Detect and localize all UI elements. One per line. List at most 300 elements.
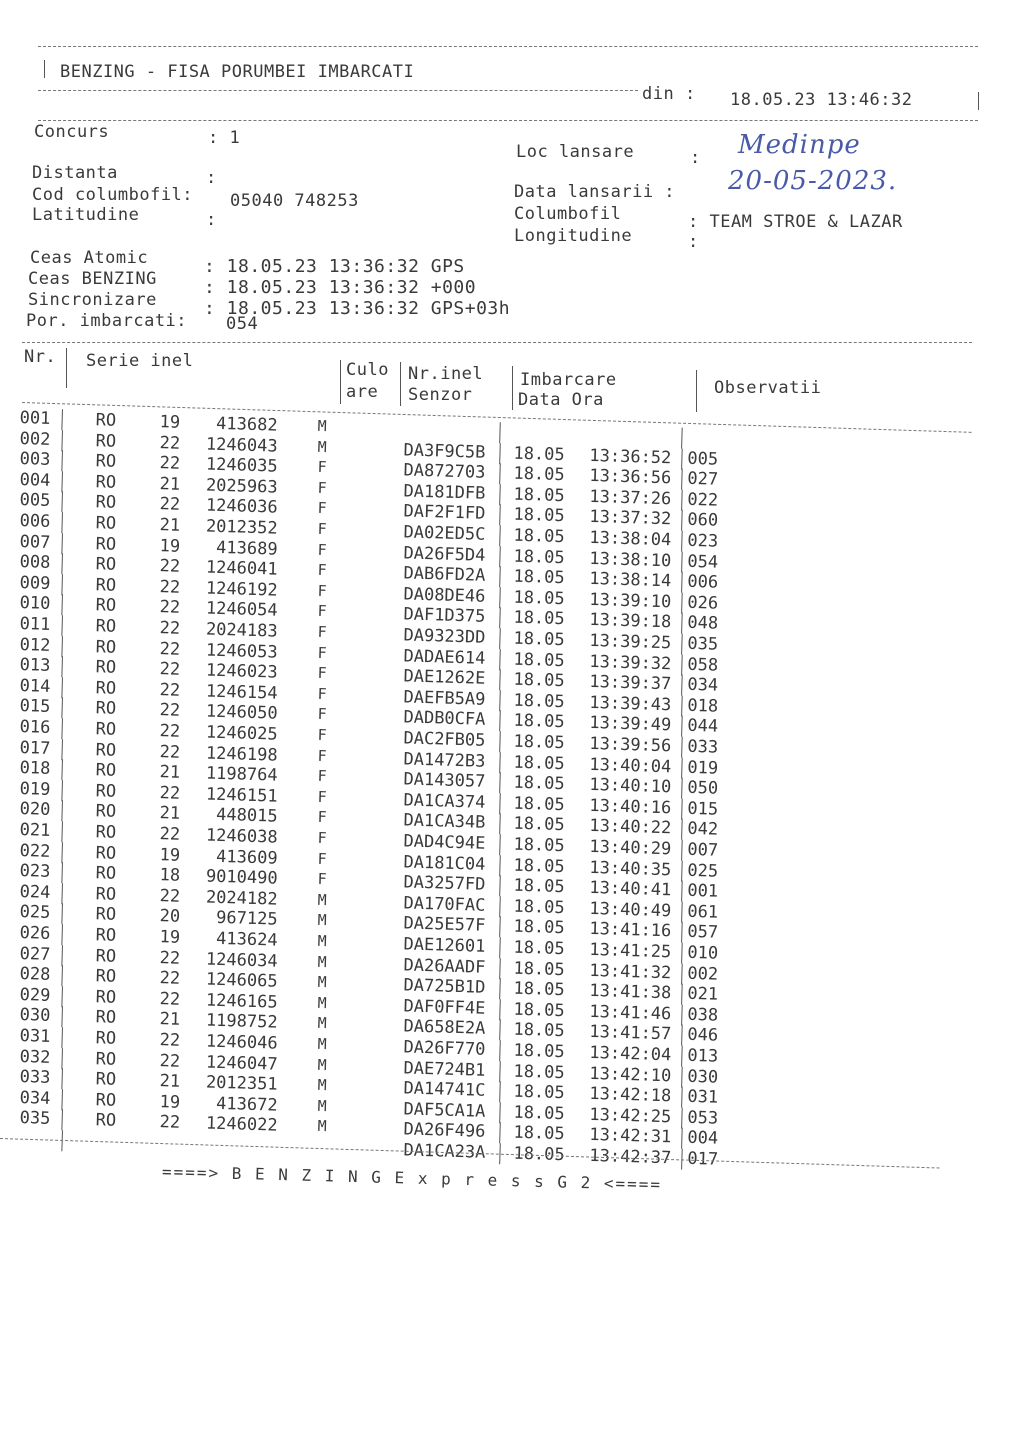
boarding-date: 18.05 xyxy=(513,628,565,651)
ring-year: 21 xyxy=(159,1009,181,1031)
sensor-code: DAE724B1 xyxy=(403,1057,486,1081)
sincronizare-label: Sincronizare xyxy=(28,290,157,310)
ring-year: 22 xyxy=(159,968,181,989)
sensor-code: DA02ED5C xyxy=(403,522,486,545)
sex-code: F xyxy=(317,458,327,477)
ring-year: 22 xyxy=(159,947,181,969)
boarding-time: 13:39:10 xyxy=(589,589,672,613)
column-separator xyxy=(681,592,683,613)
longitudine-label: Longitudine xyxy=(514,226,633,246)
observation-code: 007 xyxy=(687,839,719,861)
cod-columbofil-value: 05040 748253 xyxy=(230,191,359,211)
country-code: RO xyxy=(95,801,117,823)
loc-lansare-handwritten: Medinpe xyxy=(738,130,861,160)
sensor-code: DAB6FD2A xyxy=(403,563,486,586)
column-separator xyxy=(681,840,683,861)
row-number: 007 xyxy=(19,531,51,553)
column-separator xyxy=(61,924,63,945)
country-code: RO xyxy=(95,1028,117,1049)
column-separator xyxy=(681,716,683,737)
ring-number: 1246198 xyxy=(205,743,278,766)
ring-number: 1246054 xyxy=(205,598,278,622)
ring-number: 413672 xyxy=(215,1093,278,1116)
ring-year: 22 xyxy=(159,988,181,1010)
boarding-time: 13:40:04 xyxy=(589,754,672,777)
sex-code: F xyxy=(317,746,327,765)
sensor-code: DA658E2A xyxy=(403,1016,486,1040)
column-separator xyxy=(499,422,501,443)
sex-code: F xyxy=(317,519,327,539)
boarding-time: 13:39:43 xyxy=(589,692,672,716)
ceas-atomic-value: : 18.05.23 13:36:32 GPS xyxy=(204,256,465,277)
column-separator xyxy=(61,450,63,471)
country-code: RO xyxy=(95,842,117,864)
latitudine-label: Latitudine xyxy=(32,205,140,225)
observation-code: 048 xyxy=(687,613,719,635)
country-code: RO xyxy=(95,430,117,452)
boarding-date: 18.05 xyxy=(513,463,565,486)
observation-code: 017 xyxy=(687,1148,719,1170)
ring-year: 22 xyxy=(159,824,181,845)
column-separator xyxy=(681,428,683,449)
observation-code: 022 xyxy=(687,489,719,511)
sex-code: F xyxy=(317,767,327,786)
ceas-benzing-value: : 18.05.23 13:36:32 +000 xyxy=(204,277,477,298)
column-separator xyxy=(499,443,501,464)
sex-code: F xyxy=(317,499,327,518)
ring-number: 2024182 xyxy=(205,887,278,910)
observation-code: 038 xyxy=(687,1004,719,1026)
boarding-time: 13:40:10 xyxy=(589,775,672,798)
sensor-code: DA26F770 xyxy=(403,1037,486,1060)
sensor-code: DA170FAC xyxy=(403,893,486,916)
ring-number: 1198752 xyxy=(205,1010,278,1034)
column-separator xyxy=(340,360,341,404)
row-number: 018 xyxy=(19,758,51,780)
ring-year: 22 xyxy=(159,1030,181,1051)
observation-code: 030 xyxy=(687,1066,719,1088)
ring-year: 19 xyxy=(159,535,181,557)
row-number: 002 xyxy=(19,428,51,450)
column-separator xyxy=(681,1046,683,1067)
sensor-code: DA26AADF xyxy=(403,954,486,978)
boarding-time: 13:40:22 xyxy=(589,816,672,839)
observation-code: 034 xyxy=(687,675,719,696)
row-number: 031 xyxy=(19,1026,51,1047)
column-separator xyxy=(499,463,501,484)
country-code: RO xyxy=(95,575,117,596)
header-bottom-divider xyxy=(38,120,978,121)
row-number: 030 xyxy=(19,1005,51,1027)
country-code: RO xyxy=(95,554,117,576)
row-number: 006 xyxy=(19,511,51,532)
sensor-code: DA25E57F xyxy=(403,913,486,937)
country-code: RO xyxy=(95,451,117,473)
ring-year: 21 xyxy=(159,1071,181,1092)
column-separator xyxy=(499,999,501,1020)
ring-number: 413689 xyxy=(215,537,278,560)
ring-year: 18 xyxy=(159,865,181,886)
observation-code: 015 xyxy=(687,798,719,820)
boarding-date: 18.05 xyxy=(513,855,565,877)
row-number: 029 xyxy=(19,984,51,1006)
sex-code: M xyxy=(317,1117,327,1136)
column-separator xyxy=(61,821,63,842)
column-separator xyxy=(61,492,63,513)
sex-code: F xyxy=(317,540,327,559)
sex-code: F xyxy=(317,684,327,703)
observation-code: 001 xyxy=(687,881,719,902)
row-number: 009 xyxy=(19,572,51,594)
country-code: RO xyxy=(95,513,117,534)
ring-number: 9010490 xyxy=(205,866,278,889)
sensor-code: DA143057 xyxy=(403,769,486,792)
row-number: 016 xyxy=(19,717,51,738)
row-number: 027 xyxy=(19,943,51,965)
column-separator xyxy=(681,881,683,902)
ring-year: 22 xyxy=(159,782,181,804)
boarding-time: 13:37:32 xyxy=(589,507,672,530)
ring-number: 1246154 xyxy=(205,681,278,704)
boarding-time: 13:39:56 xyxy=(589,733,672,757)
boarding-time: 13:42:31 xyxy=(589,1125,672,1148)
boarding-date: 18.05 xyxy=(513,834,565,857)
ring-number: 448015 xyxy=(215,805,278,828)
column-separator xyxy=(61,677,63,698)
ring-year: 22 xyxy=(159,700,181,722)
sex-code: F xyxy=(317,787,327,806)
country-code: RO xyxy=(95,1007,117,1029)
observation-code: 004 xyxy=(687,1128,719,1150)
concurs-value: : 1 xyxy=(208,128,241,148)
boarding-date: 18.05 xyxy=(513,1143,565,1166)
sensor-code: DA872703 xyxy=(403,460,486,483)
column-separator xyxy=(681,448,683,469)
ring-year: 21 xyxy=(159,515,181,536)
row-number: 026 xyxy=(19,923,51,944)
ring-number: 2024183 xyxy=(205,619,278,642)
country-code: RO xyxy=(95,904,117,926)
column-separator xyxy=(499,814,501,835)
din-label: din : xyxy=(642,84,696,104)
sex-code: M xyxy=(317,416,327,436)
column-separator xyxy=(681,922,683,943)
country-code: RO xyxy=(95,925,117,946)
sensor-code: DAF0FF4E xyxy=(403,996,486,1019)
column-separator xyxy=(66,348,67,388)
ceas-atomic-label: Ceas Atomic xyxy=(30,248,149,268)
sensor-code: DA1CA34B xyxy=(403,810,486,834)
row-number: 001 xyxy=(19,408,51,429)
sex-code: F xyxy=(317,828,327,848)
country-code: RO xyxy=(95,492,117,514)
boarding-date: 18.05 xyxy=(513,1081,565,1104)
boarding-date: 18.05 xyxy=(513,690,565,712)
column-separator xyxy=(61,698,63,719)
boarding-date: 18.05 xyxy=(513,896,565,918)
boarding-date: 18.05 xyxy=(513,505,565,527)
column-separator xyxy=(499,937,501,958)
boarding-date: 18.05 xyxy=(513,566,565,589)
sensor-code: DA3F9C5B xyxy=(403,439,486,463)
column-separator xyxy=(61,862,63,883)
column-separator xyxy=(499,566,501,587)
column-separator xyxy=(61,780,63,801)
country-code: RO xyxy=(95,966,117,988)
country-code: RO xyxy=(95,1090,117,1111)
boarding-date: 18.05 xyxy=(513,1020,565,1042)
ring-number: 1246038 xyxy=(205,825,278,848)
column-separator xyxy=(61,739,63,760)
cod-columbofil-label: Cod columbofil: xyxy=(32,185,194,205)
boarding-time: 13:40:35 xyxy=(589,857,672,880)
ring-number: 1246053 xyxy=(205,640,278,663)
column-separator xyxy=(681,1087,683,1108)
boarding-time: 13:41:38 xyxy=(589,981,672,1004)
row-number: 032 xyxy=(19,1046,51,1068)
boarding-time: 13:41:16 xyxy=(589,919,672,942)
observation-code: 061 xyxy=(687,901,719,923)
boarding-date: 18.05 xyxy=(513,937,565,960)
column-separator xyxy=(499,752,501,773)
sex-code: M xyxy=(317,931,327,951)
ring-year: 22 xyxy=(159,679,181,701)
sex-code: F xyxy=(317,622,327,642)
column-separator xyxy=(681,489,683,510)
columns-top-divider xyxy=(22,342,972,343)
column-separator xyxy=(61,636,63,657)
boarding-time: 13:41:32 xyxy=(589,960,672,983)
ring-number: 1246025 xyxy=(205,722,278,745)
column-separator xyxy=(681,860,683,881)
sex-code: F xyxy=(317,643,327,662)
column-header-nr: Nr. xyxy=(24,347,57,367)
observation-code: 042 xyxy=(687,819,719,841)
sex-code: M xyxy=(317,911,327,930)
column-separator xyxy=(681,757,683,778)
ring-year: 22 xyxy=(159,597,181,619)
column-separator xyxy=(61,409,63,430)
column-separator xyxy=(61,615,63,636)
sex-code: F xyxy=(317,561,327,580)
ring-number: 1246043 xyxy=(205,434,278,457)
boarding-time: 13:39:18 xyxy=(589,610,672,633)
column-separator xyxy=(681,551,683,572)
country-code: RO xyxy=(95,739,117,761)
boarding-date: 18.05 xyxy=(513,978,565,1001)
columbofil-value: : TEAM STROE & LAZAR xyxy=(688,212,903,232)
footer-brand: ====> B E N Z I N G E x p r e s s G 2 <==== xyxy=(161,1162,663,1195)
sex-code: M xyxy=(317,1096,327,1115)
sensor-code: DA1CA374 xyxy=(403,790,486,813)
ring-year: 20 xyxy=(159,906,181,928)
boarding-time: 13:38:14 xyxy=(589,569,672,592)
column-separator xyxy=(61,759,63,780)
sensor-code: DA26F496 xyxy=(403,1119,486,1143)
column-separator xyxy=(61,986,63,1007)
column-separator xyxy=(499,690,501,711)
ring-number: 1246165 xyxy=(205,990,278,1013)
observation-code: 002 xyxy=(687,963,719,985)
ring-number: 413609 xyxy=(215,846,278,869)
column-separator xyxy=(61,574,63,595)
ring-year: 22 xyxy=(159,432,181,454)
boarding-time: 13:38:04 xyxy=(589,527,672,551)
boarding-date: 18.05 xyxy=(513,1102,565,1124)
boarding-time: 13:42:04 xyxy=(589,1042,672,1066)
sex-code: F xyxy=(317,581,327,600)
observation-code: 019 xyxy=(687,757,719,779)
row-number: 012 xyxy=(19,634,51,656)
ring-number: 1246192 xyxy=(205,578,278,601)
column-separator xyxy=(499,649,501,670)
sex-code: F xyxy=(317,725,327,745)
country-code: RO xyxy=(95,698,117,720)
observation-code: 050 xyxy=(687,778,719,799)
column-separator xyxy=(681,572,683,593)
loc-lansare-colon: : xyxy=(690,148,701,168)
boarding-time: 13:42:10 xyxy=(589,1063,672,1086)
column-separator xyxy=(499,628,501,649)
boarding-date: 18.05 xyxy=(513,484,565,506)
sensor-code: DA1CA23A xyxy=(403,1140,486,1163)
ring-number: 1246041 xyxy=(205,557,278,580)
distanta-colon: : xyxy=(206,168,217,188)
ring-number: 413624 xyxy=(215,928,278,951)
column-separator xyxy=(400,362,401,406)
boarding-date: 18.05 xyxy=(513,1061,565,1083)
boarding-time: 13:36:56 xyxy=(589,466,672,489)
sex-code: F xyxy=(317,808,327,827)
boarding-time: 13:39:25 xyxy=(589,630,672,654)
longitudine-colon: : xyxy=(688,232,699,252)
column-separator xyxy=(61,965,63,986)
boarding-date: 18.05 xyxy=(513,711,565,733)
column-header-serie-inel: Serie inel xyxy=(86,351,194,371)
observation-code: 013 xyxy=(687,1045,719,1067)
column-separator xyxy=(499,772,501,793)
column-separator xyxy=(681,1107,683,1128)
column-header-nr-inel-senzor: Nr.inel xyxy=(408,364,484,384)
column-separator xyxy=(681,531,683,552)
sensor-code: DAF1D375 xyxy=(403,604,486,628)
column-separator xyxy=(499,958,501,979)
ring-year: 22 xyxy=(159,1112,181,1134)
sensor-code: DAC2FB05 xyxy=(403,728,486,751)
sex-code: M xyxy=(317,437,327,456)
boarding-date: 18.05 xyxy=(513,443,565,465)
observation-code: 005 xyxy=(687,448,719,470)
sex-code: F xyxy=(317,664,327,683)
column-separator xyxy=(499,525,501,546)
column-separator xyxy=(681,1128,683,1149)
boarding-time: 13:36:52 xyxy=(589,445,672,468)
column-separator xyxy=(499,669,501,690)
observation-code: 006 xyxy=(687,572,719,593)
column-separator xyxy=(61,512,63,533)
sensor-code: DAF2F1FD xyxy=(403,501,486,525)
column-separator xyxy=(681,634,683,655)
observation-code: 060 xyxy=(687,510,719,532)
observation-code: 018 xyxy=(687,695,719,717)
column-separator xyxy=(61,945,63,966)
sensor-code: DA26F5D4 xyxy=(403,542,486,566)
row-number: 020 xyxy=(19,799,51,821)
ring-year: 19 xyxy=(159,844,181,866)
row-number: 004 xyxy=(19,469,51,491)
boarding-date: 18.05 xyxy=(513,752,565,774)
row-number: 021 xyxy=(19,820,51,841)
ring-number: 1246023 xyxy=(205,660,278,683)
country-code: RO xyxy=(95,1110,117,1132)
column-header-imbarcare: Imbarcare xyxy=(520,370,617,390)
sex-code: M xyxy=(317,973,327,992)
boarding-date: 18.05 xyxy=(513,669,565,692)
column-separator xyxy=(499,505,501,526)
column-separator xyxy=(61,595,63,616)
column-header-data-ora: Data Ora xyxy=(518,390,604,410)
column-separator xyxy=(681,510,683,531)
column-separator xyxy=(499,711,501,732)
column-header-observatii: Observatii xyxy=(714,378,822,398)
column-header-culoare: Culo xyxy=(346,360,389,380)
sex-code: M xyxy=(317,1076,327,1095)
country-code: RO xyxy=(95,719,117,740)
observation-code: 027 xyxy=(687,469,719,490)
boarding-date: 18.05 xyxy=(513,999,565,1021)
sensor-code: DA3257FD xyxy=(403,872,486,895)
column-separator xyxy=(696,370,697,412)
column-separator xyxy=(61,533,63,554)
ring-number: 967125 xyxy=(215,908,278,931)
ring-number: 1246151 xyxy=(205,784,278,807)
ring-number: 1246046 xyxy=(205,1031,278,1054)
boarding-time: 13:42:37 xyxy=(589,1145,672,1169)
boarding-date: 18.05 xyxy=(513,1040,565,1063)
row-number: 019 xyxy=(19,778,51,800)
boarding-date: 18.05 xyxy=(513,814,565,836)
sensor-code: DADAE614 xyxy=(403,645,486,669)
sensor-code: DA14741C xyxy=(403,1078,486,1101)
ring-year: 22 xyxy=(159,721,181,742)
column-separator xyxy=(61,656,63,677)
boarding-time: 13:39:32 xyxy=(589,651,672,674)
column-separator xyxy=(681,695,683,716)
porumbei-imbarcati-count: 054 xyxy=(226,314,259,334)
column-separator xyxy=(499,546,501,567)
row-number: 024 xyxy=(19,881,51,903)
column-separator xyxy=(681,984,683,1005)
boarding-date: 18.05 xyxy=(513,587,565,609)
column-header-culoare-cont: are xyxy=(346,382,379,402)
column-separator xyxy=(499,1123,501,1144)
country-code: RO xyxy=(95,636,117,658)
country-code: RO xyxy=(95,987,117,1008)
sensor-code: DA1472B3 xyxy=(403,748,486,772)
sex-code: M xyxy=(317,1014,327,1033)
boarding-date: 18.05 xyxy=(513,793,565,815)
boarding-time: 13:41:57 xyxy=(589,1022,672,1045)
boarding-time: 13:40:16 xyxy=(589,795,672,819)
ring-number: 1246050 xyxy=(205,701,278,725)
column-separator xyxy=(61,1048,63,1069)
country-code: RO xyxy=(95,945,117,967)
column-separator xyxy=(499,1020,501,1041)
ring-number: 1246036 xyxy=(205,495,278,519)
observation-code: 044 xyxy=(687,716,719,738)
header-top-divider xyxy=(38,46,978,47)
column-separator xyxy=(61,430,63,451)
